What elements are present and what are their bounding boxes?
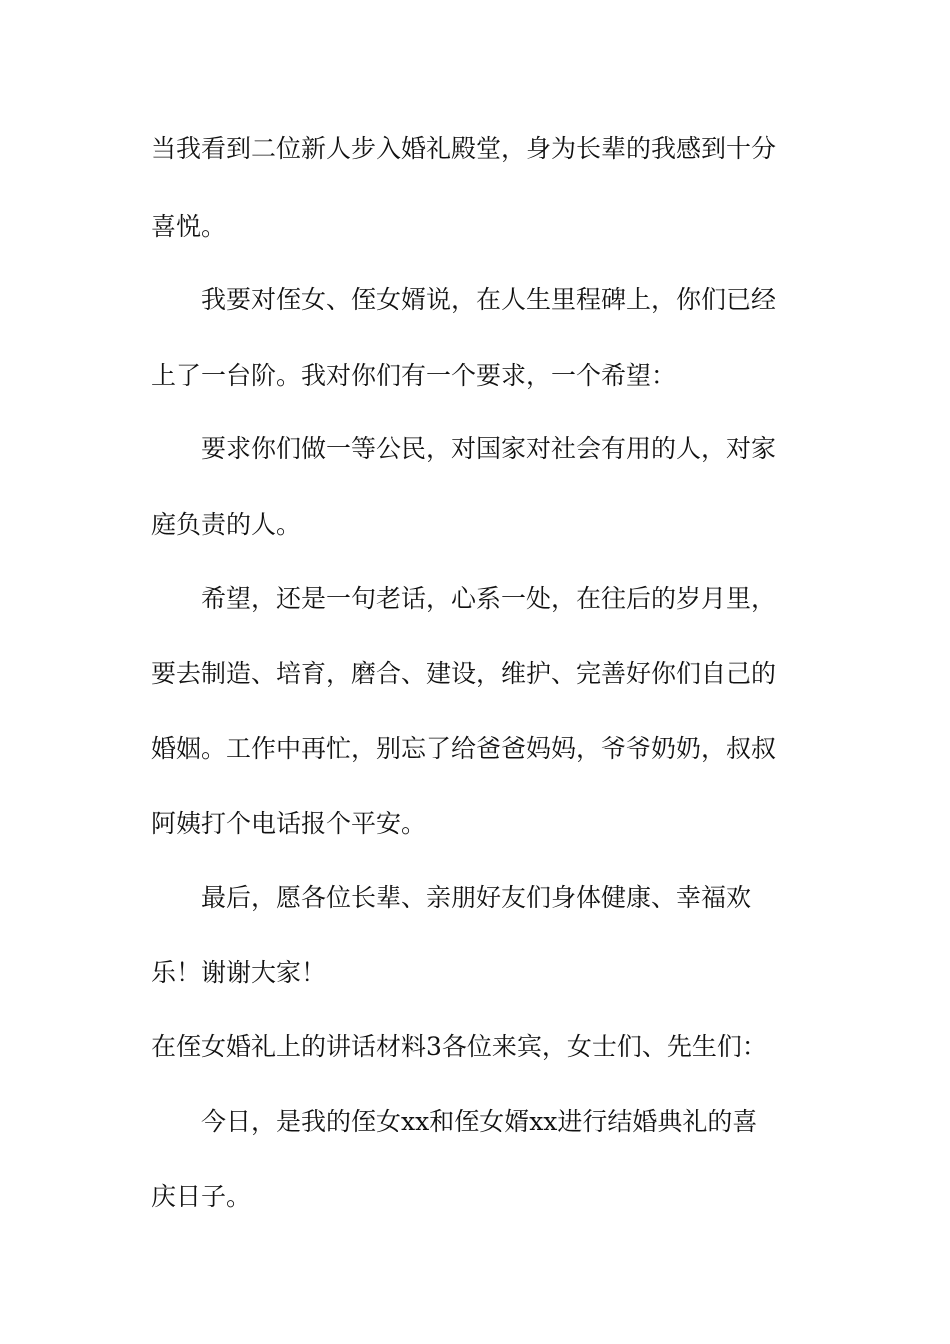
text-line: 喜悦。 <box>151 212 227 241</box>
text-line: 庆日子。 <box>151 1182 252 1211</box>
text-line: 阿姨打个电话报个平安。 <box>151 809 427 838</box>
text-line: 婚姻。工作中再忙，别忘了给爸爸妈妈，爷爷奶奶，叔叔 <box>151 734 777 763</box>
text-line: 当我看到二位新人步入婚礼殿堂，身为长辈的我感到十分 <box>151 134 777 163</box>
text-line: 在侄女婚礼上的讲话材料3各位来宾，女士们、先生们： <box>151 1032 767 1061</box>
text-line: 庭负责的人。 <box>151 510 302 539</box>
text-line: 上了一台阶。我对你们有一个要求，一个希望： <box>151 361 677 390</box>
text-line: 今日，是我的侄女xx和侄女婿xx进行结婚典礼的喜 <box>201 1107 758 1136</box>
text-line: 要去制造、培育，磨合、建设，维护、完善好你们自己的 <box>151 659 777 688</box>
text-line: 希望，还是一句老话，心系一处，在往后的岁月里， <box>201 584 777 613</box>
text-line: 要求你们做一等公民，对国家对社会有用的人，对家 <box>201 434 777 463</box>
text-line: 我要对侄女、侄女婿说，在人生里程碑上，你们已经 <box>201 285 777 314</box>
text-line: 乐！谢谢大家！ <box>151 958 327 987</box>
text-line: 最后，愿各位长辈、亲朋好友们身体健康、幸福欢 <box>201 883 752 912</box>
